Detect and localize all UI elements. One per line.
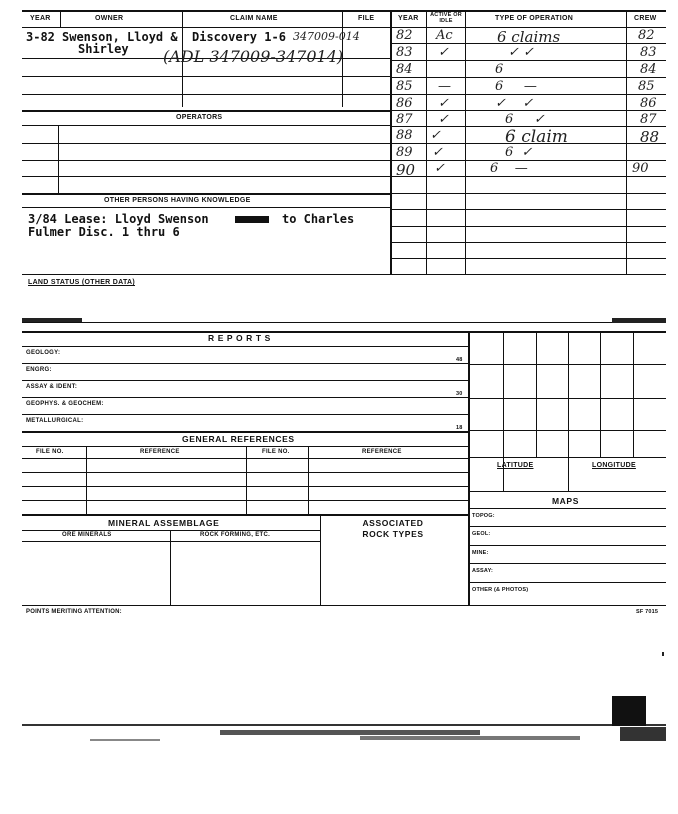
- op-type: 6 claims: [497, 28, 561, 46]
- op-active: ✓: [434, 161, 445, 176]
- op-year: 89: [396, 145, 413, 160]
- op-year: 88: [396, 128, 413, 143]
- maps-title: MAPS: [552, 496, 579, 506]
- land-status-label: LAND STATUS (OTHER DATA): [28, 279, 136, 286]
- op-type: 6 —: [495, 79, 537, 94]
- claim-adl-numbers: (ADL 347009-347014): [163, 47, 344, 66]
- reports-title: R E P O R T S: [208, 333, 271, 343]
- maps-topog: TOPOG:: [472, 513, 495, 519]
- op-crew: 85: [638, 79, 655, 94]
- header-type-of-operation: TYPE OF OPERATION: [495, 15, 574, 22]
- op-year: 87: [396, 112, 413, 127]
- op-crew: 84: [640, 62, 657, 77]
- op-year: 84: [396, 62, 413, 77]
- header-year: YEAR: [30, 15, 51, 22]
- op-year: 83: [396, 45, 413, 60]
- maps-assay: ASSAY:: [472, 568, 494, 574]
- longitude-label: LONGITUDE: [592, 462, 636, 469]
- header-year-2: YEAR: [398, 15, 419, 22]
- other-persons-text-line1: 3/84 Lease: Lloyd Swenson: [28, 212, 209, 226]
- op-year: 85: [396, 79, 413, 94]
- report-assay-num: 30: [456, 391, 463, 397]
- operators-label: OPERATORS: [176, 114, 223, 121]
- other-persons-text-line2: Fulmer Disc. 1 thru 6: [28, 225, 180, 239]
- op-crew: 82: [638, 28, 655, 43]
- points-meriting-attention-label: POINTS MERITING ATTENTION:: [26, 609, 122, 615]
- claim-name: Discovery 1-6: [192, 30, 286, 44]
- ore-minerals-label: ORE MINERALS: [62, 532, 112, 538]
- claim-owner-line2: Shirley: [78, 42, 129, 56]
- other-persons-text-line1b: to Charles: [282, 212, 355, 226]
- op-crew: 86: [640, 96, 657, 111]
- op-crew: 83: [640, 45, 657, 60]
- claim-handwritten-number: 347009-014: [293, 30, 360, 43]
- col-reference: REFERENCE: [140, 449, 180, 455]
- header-active-idle: ACTIVE OR IDLE: [430, 12, 462, 24]
- op-type: ✓ ✓: [495, 96, 534, 111]
- header-owner: OWNER: [95, 15, 124, 22]
- col-file-no: FILE NO.: [36, 449, 64, 455]
- header-file: FILE: [358, 15, 375, 22]
- scan-mark: [612, 318, 666, 323]
- general-references-title: GENERAL REFERENCES: [182, 434, 295, 444]
- report-metallurgical-label: METALLURGICAL:: [26, 418, 84, 424]
- report-geology-num: 48: [456, 357, 463, 363]
- report-geophys-label: GEOPHYS. & GEOCHEM:: [26, 401, 104, 407]
- op-active: ✓: [432, 145, 443, 160]
- claim-owner-line1: Swenson, Lloyd &: [62, 30, 178, 44]
- claim-year: 3-82: [26, 30, 55, 44]
- latitude-label: LATITUDE: [497, 462, 534, 469]
- op-active: ✓: [430, 128, 441, 143]
- op-year: 86: [396, 96, 413, 111]
- op-crew: 88: [640, 128, 660, 146]
- op-type: ✓ ✓: [508, 45, 534, 60]
- op-active: Ac: [436, 28, 453, 43]
- op-crew: 87: [640, 112, 657, 127]
- maps-geol: GEOL:: [472, 531, 491, 537]
- op-active: ✓: [438, 96, 449, 111]
- op-crew: 90: [632, 161, 649, 176]
- op-active: ✓: [438, 45, 449, 60]
- header-crew: CREW: [634, 15, 657, 22]
- col-file-no-2: FILE NO.: [262, 449, 290, 455]
- mineral-assemblage-title: MINERAL ASSEMBLAGE: [108, 518, 220, 528]
- op-active: ✓: [438, 112, 449, 127]
- form-code: SF 7015: [636, 609, 659, 615]
- report-assay-label: ASSAY & IDENT:: [26, 384, 78, 390]
- maps-mine: MINE:: [472, 550, 489, 556]
- maps-other: OTHER (& PHOTOS): [472, 587, 529, 593]
- op-year: 82: [396, 28, 413, 43]
- op-type: 6 claim: [505, 127, 568, 147]
- report-geology-label: GEOLOGY:: [26, 350, 61, 356]
- op-type: 6 ✓: [505, 112, 545, 127]
- col-reference-2: REFERENCE: [362, 449, 402, 455]
- associated-rock-types: ASSOCIATED ROCK TYPES: [362, 518, 424, 539]
- op-type: 6: [495, 62, 504, 77]
- op-type: 6 —: [490, 161, 528, 176]
- other-persons-label: OTHER PERSONS HAVING KNOWLEDGE: [104, 197, 251, 204]
- redaction-mark: [235, 216, 269, 223]
- report-metallurgical-num: 18: [456, 425, 463, 431]
- header-claim-name: CLAIM NAME: [230, 15, 278, 22]
- op-year: 90: [396, 161, 416, 179]
- op-active: —: [438, 79, 451, 94]
- rock-forming-label: ROCK FORMING, ETC.: [200, 532, 271, 538]
- report-engrg-label: ENGRG:: [26, 367, 52, 373]
- op-type: 6 ✓: [505, 145, 533, 160]
